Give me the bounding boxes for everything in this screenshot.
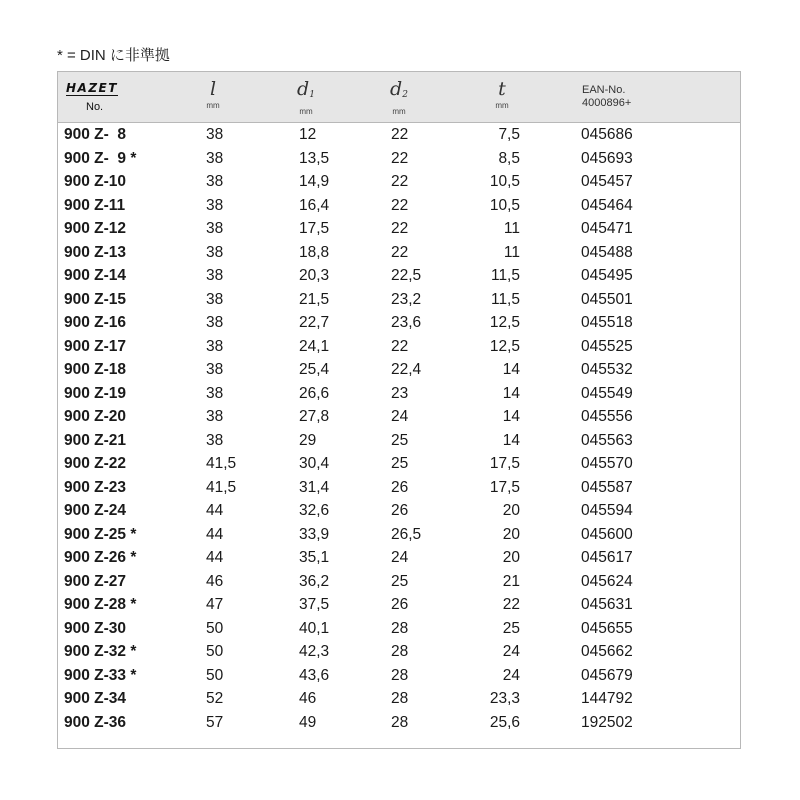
table-row <box>58 147 740 171</box>
table-row <box>58 452 740 476</box>
cell-l: 50 <box>206 666 224 684</box>
header-t-symbol: t <box>498 78 506 100</box>
cell-d2: 22 <box>391 149 409 167</box>
table-row <box>58 194 740 218</box>
cell-l: 38 <box>206 126 224 143</box>
cell-t: 12,5 <box>489 337 520 355</box>
cell-t: 20 <box>502 525 520 543</box>
table-row <box>58 476 740 500</box>
cell-ean: 045518 <box>581 314 633 331</box>
cell-no: 900 Z-22 <box>64 455 127 472</box>
cell-d1: 24,1 <box>299 337 330 355</box>
cell-d2: 22 <box>391 220 409 237</box>
table-row <box>58 523 740 547</box>
cell-ean: 045464 <box>581 196 633 214</box>
cell-ean: 045532 <box>581 361 633 378</box>
cell-d1: 12 <box>299 126 317 143</box>
cell-d2: 28 <box>391 690 409 707</box>
cell-d1: 43,6 <box>299 666 330 684</box>
cell-l: 38 <box>206 337 224 355</box>
cell-t: 14 <box>502 361 520 378</box>
cell-no: 900 Z-30 <box>64 619 127 637</box>
cell-l: 44 <box>206 525 224 543</box>
cell-no: 900 Z-32 * <box>64 643 137 660</box>
cell-t: 7,5 <box>498 126 520 143</box>
cell-d1: 17,5 <box>299 220 330 237</box>
cell-no: 900 Z- 9 * <box>64 149 137 167</box>
header-length-unit: mm <box>206 101 220 110</box>
cell-d1: 18,8 <box>299 243 330 261</box>
table-row <box>58 546 740 570</box>
cell-t: 11,5 <box>490 290 520 308</box>
cell-no: 900 Z-17 <box>64 337 127 355</box>
cell-d1: 46 <box>299 690 317 707</box>
cell-d2: 25 <box>391 431 409 449</box>
cell-l: 38 <box>206 173 224 190</box>
table-row <box>58 123 740 147</box>
cell-d2: 24 <box>391 408 409 425</box>
cell-l: 38 <box>206 267 224 284</box>
cell-ean: 045570 <box>581 455 633 472</box>
table-row <box>58 687 740 711</box>
table-row <box>58 170 740 194</box>
cell-t: 14 <box>502 431 520 449</box>
cell-d2: 26,5 <box>391 525 422 543</box>
cell-d2: 23 <box>391 384 409 402</box>
cell-ean: 045563 <box>581 431 633 449</box>
header-length <box>193 78 233 110</box>
header-ean-line2: 4000896+ <box>582 97 632 109</box>
cell-no: 900 Z-18 <box>64 361 127 378</box>
table-row <box>58 664 740 688</box>
header-d1 <box>286 78 326 116</box>
cell-ean: 045655 <box>581 619 633 637</box>
cell-no: 900 Z-25 * <box>64 525 137 543</box>
cell-d1: 27,8 <box>299 408 330 425</box>
cell-t: 17,5 <box>489 455 520 472</box>
table-row <box>58 288 740 312</box>
cell-t: 14 <box>502 408 520 425</box>
cell-t: 14 <box>502 384 520 402</box>
table-header <box>58 72 740 123</box>
cell-no: 900 Z-26 * <box>64 549 137 566</box>
cell-t: 12,5 <box>489 314 520 331</box>
cell-l: 44 <box>206 549 224 566</box>
cell-d2: 22 <box>391 243 409 261</box>
cell-t: 11 <box>503 220 520 237</box>
din-note: * = DIN に非準拠 <box>57 47 170 64</box>
cell-no: 900 Z-19 <box>64 384 127 402</box>
cell-ean: 045693 <box>581 149 633 167</box>
header-t <box>482 78 522 110</box>
cell-no: 900 Z-13 <box>64 243 127 261</box>
table-row <box>58 264 740 288</box>
cell-ean: 045549 <box>581 384 633 402</box>
cell-l: 38 <box>206 361 224 378</box>
cell-ean: 045600 <box>581 525 633 543</box>
cell-l: 46 <box>206 572 224 590</box>
cell-t: 21 <box>502 572 520 590</box>
cell-t: 22 <box>502 596 520 613</box>
table-row <box>58 358 740 382</box>
cell-d1: 32,6 <box>299 502 330 519</box>
cell-ean: 045617 <box>581 549 633 566</box>
header-length-symbol: l <box>209 78 217 100</box>
table-row <box>58 241 740 265</box>
header-d2 <box>379 78 419 116</box>
cell-l: 38 <box>206 243 224 261</box>
cell-d2: 28 <box>391 619 409 637</box>
cell-d1: 29 <box>299 431 317 449</box>
cell-ean: 045556 <box>581 408 633 425</box>
cell-d1: 21,5 <box>299 290 330 308</box>
header-d2-unit: mm <box>392 107 406 116</box>
cell-d1: 33,9 <box>299 525 330 543</box>
cell-t: 20 <box>502 502 520 519</box>
cell-no: 900 Z-23 <box>64 478 127 496</box>
cell-t: 23,3 <box>489 690 520 707</box>
cell-d2: 24 <box>391 549 409 566</box>
table-row <box>58 405 740 429</box>
cell-no: 900 Z-24 <box>64 502 127 519</box>
cell-l: 41,5 <box>206 478 237 496</box>
cell-t: 17,5 <box>489 478 520 496</box>
cell-ean: 045662 <box>581 643 633 660</box>
table-row <box>58 335 740 359</box>
cell-d1: 13,5 <box>299 149 330 167</box>
cell-ean: 045457 <box>581 173 633 190</box>
cell-no: 900 Z-27 <box>64 572 127 590</box>
cell-no: 900 Z- 8 <box>64 126 127 143</box>
cell-no: 900 Z-15 <box>64 290 127 308</box>
header-d1-symbol: $d_1$ <box>297 78 315 100</box>
cell-ean: 045587 <box>581 478 633 496</box>
cell-t: 25,6 <box>489 713 520 731</box>
cell-d2: 28 <box>391 713 409 731</box>
cell-d1: 26,6 <box>299 384 330 402</box>
cell-l: 47 <box>206 596 224 613</box>
cell-l: 38 <box>206 290 224 308</box>
cell-l: 50 <box>206 643 224 660</box>
cell-ean: 144792 <box>581 690 633 707</box>
table-row <box>58 570 740 594</box>
cell-d2: 22,5 <box>391 267 422 284</box>
spec-table <box>57 71 741 749</box>
cell-l: 38 <box>206 220 224 237</box>
cell-d1: 36,2 <box>299 572 330 590</box>
cell-d2: 26 <box>391 596 409 613</box>
cell-l: 57 <box>206 713 224 731</box>
table-row <box>58 311 740 335</box>
cell-ean: 045686 <box>581 126 633 143</box>
cell-no: 900 Z-12 <box>64 220 127 237</box>
cell-d2: 28 <box>391 666 409 684</box>
table-row <box>58 617 740 641</box>
cell-ean: 045679 <box>581 666 633 684</box>
cell-d1: 35,1 <box>299 549 330 566</box>
header-ean <box>582 84 631 110</box>
cell-l: 50 <box>206 619 224 637</box>
header-t-unit: mm <box>495 101 509 110</box>
cell-d1: 30,4 <box>299 455 330 472</box>
table-row <box>58 499 740 523</box>
cell-t: 24 <box>502 643 520 660</box>
cell-no: 900 Z-34 <box>64 690 127 707</box>
cell-l: 38 <box>206 408 224 425</box>
cell-t: 24 <box>502 666 520 684</box>
header-d2-symbol: $d_2$ <box>390 78 408 100</box>
header-d1-unit: mm <box>299 107 313 116</box>
cell-l: 38 <box>206 384 224 402</box>
table-row <box>58 711 740 735</box>
cell-ean: 045624 <box>581 572 633 590</box>
cell-ean: 045495 <box>581 267 633 284</box>
cell-t: 8,5 <box>498 149 520 167</box>
cell-l: 41,5 <box>206 455 237 472</box>
cell-d2: 23,2 <box>391 290 422 308</box>
cell-ean: 045594 <box>581 502 633 519</box>
table-row <box>58 382 740 406</box>
cell-d2: 23,6 <box>391 314 422 331</box>
cell-t: 20 <box>502 549 520 566</box>
cell-ean: 045501 <box>581 290 633 308</box>
cell-l: 52 <box>206 690 224 707</box>
cell-d1: 14,9 <box>299 173 330 190</box>
cell-l: 38 <box>206 149 224 167</box>
cell-d2: 25 <box>391 572 409 590</box>
cell-l: 38 <box>206 431 224 449</box>
cell-d1: 16,4 <box>299 196 330 214</box>
cell-d2: 22,4 <box>391 361 422 378</box>
cell-ean: 045488 <box>581 243 633 261</box>
cell-l: 44 <box>206 502 224 519</box>
cell-l: 38 <box>206 314 224 331</box>
cell-t: 11,5 <box>490 267 520 284</box>
cell-d2: 22 <box>391 337 409 355</box>
cell-d2: 26 <box>391 478 409 496</box>
cell-d2: 25 <box>391 455 409 472</box>
cell-d2: 22 <box>391 126 409 143</box>
cell-t: 11 <box>503 243 520 261</box>
cell-d1: 25,4 <box>299 361 330 378</box>
cell-d1: 31,4 <box>299 478 330 496</box>
cell-no: 900 Z-28 * <box>64 596 137 613</box>
cell-d1: 40,1 <box>299 619 330 637</box>
cell-no: 900 Z-11 <box>64 196 126 214</box>
cell-no: 900 Z-33 * <box>64 666 137 684</box>
table-row <box>58 640 740 664</box>
cell-d2: 28 <box>391 643 409 660</box>
cell-d2: 22 <box>391 173 409 190</box>
cell-d2: 22 <box>391 196 409 214</box>
cell-no: 900 Z-21 <box>64 431 127 449</box>
cell-no: 900 Z-36 <box>64 713 127 731</box>
cell-d1: 20,3 <box>299 267 330 284</box>
table-row <box>58 593 740 617</box>
table-row <box>58 429 740 453</box>
header-ean-line1: EAN-No. <box>582 84 626 96</box>
header-no: No. <box>86 101 104 113</box>
table-body <box>58 123 740 734</box>
cell-t: 10,5 <box>489 196 520 214</box>
cell-no: 900 Z-20 <box>64 408 127 425</box>
cell-t: 10,5 <box>489 173 520 190</box>
cell-ean: 045631 <box>581 596 633 613</box>
cell-no: 900 Z-14 <box>64 267 127 284</box>
cell-t: 25 <box>502 619 520 637</box>
cell-ean: 045525 <box>581 337 633 355</box>
cell-l: 38 <box>206 196 224 214</box>
cell-d1: 49 <box>299 713 317 731</box>
hazet-logo: HAZET <box>66 81 118 95</box>
cell-no: 900 Z-10 <box>64 173 127 190</box>
cell-d2: 26 <box>391 502 409 519</box>
cell-d1: 37,5 <box>299 596 330 613</box>
table-row <box>58 217 740 241</box>
cell-d1: 22,7 <box>299 314 330 331</box>
cell-no: 900 Z-16 <box>64 314 127 331</box>
cell-ean: 192502 <box>581 713 633 731</box>
cell-d1: 42,3 <box>299 643 330 660</box>
cell-ean: 045471 <box>581 220 633 237</box>
